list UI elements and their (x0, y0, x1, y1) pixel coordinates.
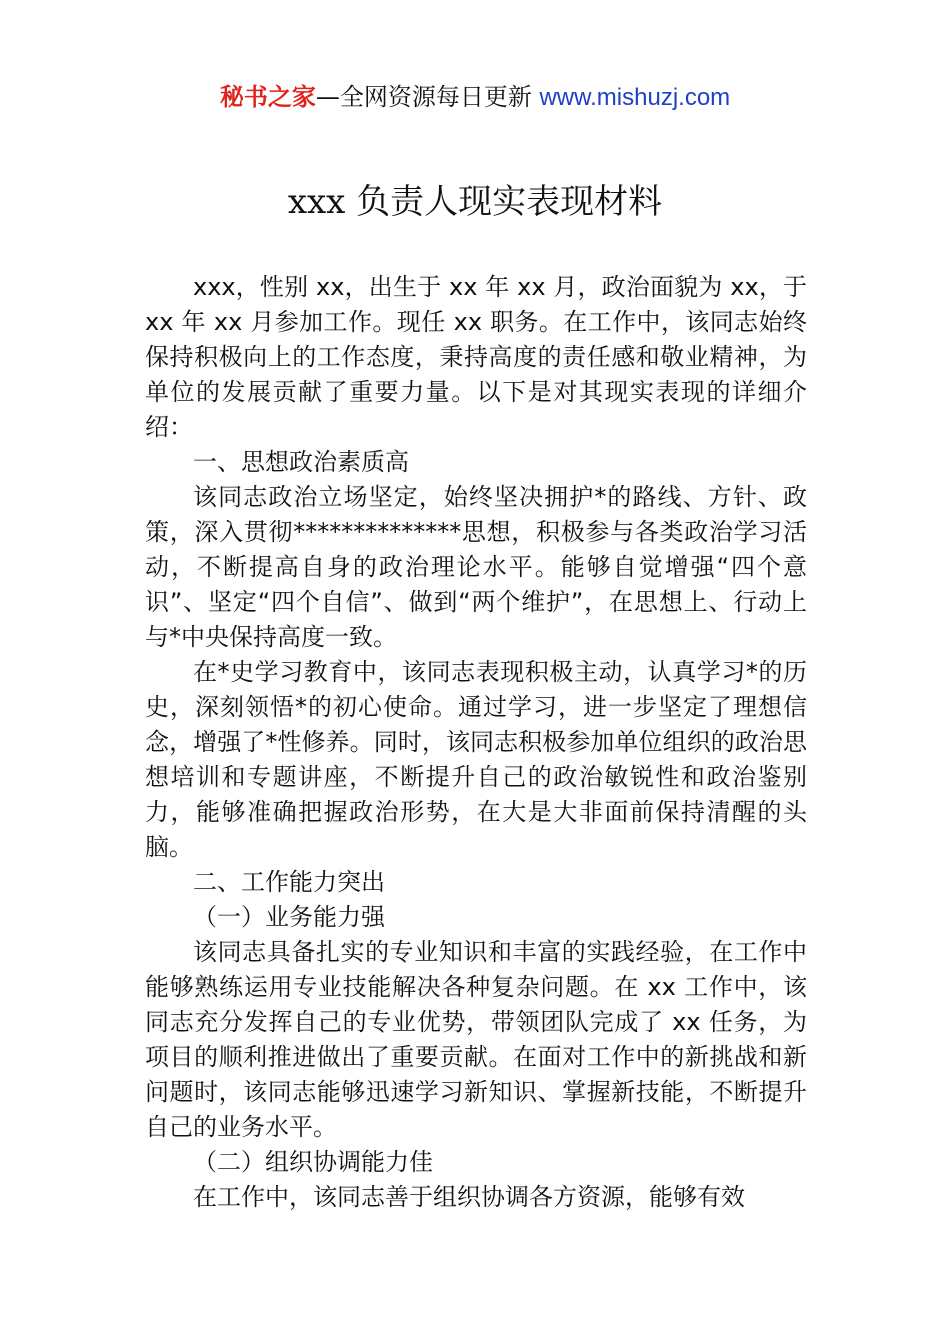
site-brand: 秘书之家 (219, 83, 316, 111)
site-tagline: —全网资源每日更新 (315, 83, 540, 111)
section-heading-1: 一、思想政治素质高 (193, 448, 409, 476)
paragraph-politics: 该同志政治立场坚定，始终坚决拥护*的路线、方针、政策，深入贯彻**************思想，积极参与各类政治学习活动，不断提高自身的政治理论水平。能够自觉增强“四个意识”、坚定“四个自信”、做到“两个维护”，在思想上、行动上与*中央保持高度一致。 (145, 483, 807, 651)
document-body (145, 270, 807, 1215)
site-url-link[interactable]: www.mishuzj.com (539, 84, 731, 111)
subsection-heading-1: （一）业务能力强 (193, 903, 385, 931)
document-title: xxx 负责人现实表现材料 (287, 182, 663, 222)
section-heading-2: 二、工作能力突出 (193, 868, 385, 896)
paragraph-business-ability: 该同志具备扎实的专业知识和丰富的实践经验，在工作中能够熟练运用专业技能解决各种复杂问题。在 xx 工作中，该同志充分发挥自己的专业优势，带领团队完成了 xx 任务，为项目的顺利推进做出了重要贡献。在面对工作中的新挑战和新问题时，该同志能够迅速学习新知识、掌握新技能，不断提升自己的业务水平。 (145, 938, 807, 1141)
site-banner (0, 80, 950, 115)
subsection-heading-2: （二）组织协调能力佳 (193, 1148, 433, 1176)
paragraph-intro: xxx，性别 xx，出生于 xx 年 xx 月，政治面貌为 xx，于 xx 年 xx 月参加工作。现任 xx 职务。在工作中，该同志始终保持积极向上的工作态度，秉持高度的责任感和敬业精神，为单位的发展贡献了重要力量。以下是对其现实表现的详细介绍： (145, 273, 807, 441)
paragraph-history-study: 在*史学习教育中，该同志表现积极主动，认真学习*的历史，深刻领悟*的初心使命。通过学习，进一步坚定了理想信念，增强了*性修养。同时，该同志积极参加单位组织的政治思想培训和专题讲座，不断提升自己的政治敏锐性和政治鉴别力，能够准确把握政治形势，在大是大非面前保持清醒的头脑。 (145, 658, 807, 861)
paragraph-coordination: 在工作中，该同志善于组织协调各方资源，能够有效 (193, 1183, 745, 1211)
